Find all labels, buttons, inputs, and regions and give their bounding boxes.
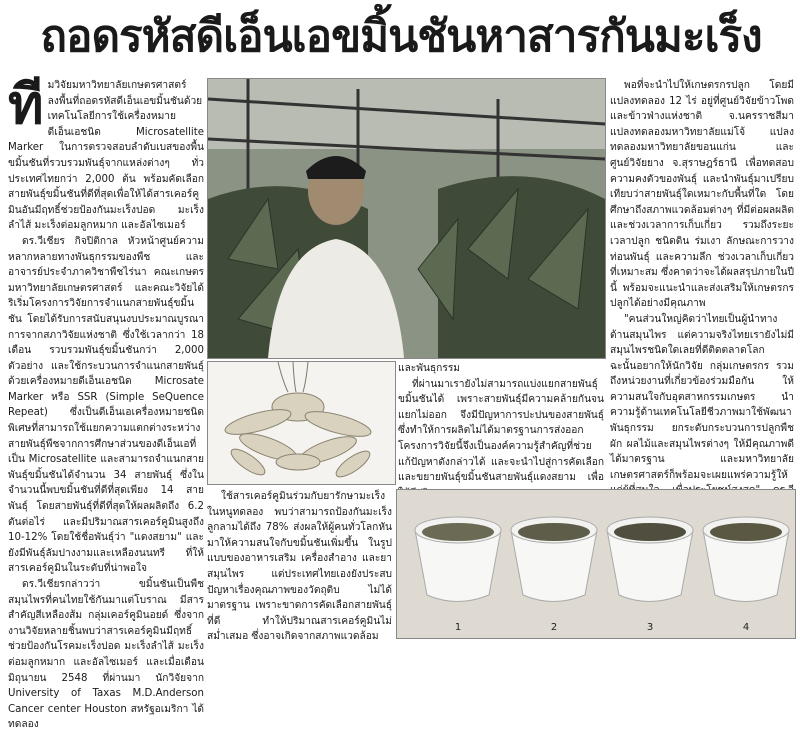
article-column-2-middle [398,361,604,485]
bowl-label: 1 [454,622,462,633]
paragraph: ใช้สารเคอร์คูมินร่วมกับยารักษามะเร็งในหนูทดลอง พบว่าสามารถป้องกันมะเร็งลูกลามได้ถึง 78% ส่งผลให้ผู้คนทั่วโลกหันมาให้ความสนใจกับขมิ้นชันเพิ่มขึ้น ในรูปแบบของอาหารเสริม เครื่องสำอาง และยาสมุนไพร แต่ประเทศไทยเองยังประสบปัญหาเรื่องคุณภาพของวัตถุดิบ ไม่ได้มาตรฐาน เพราะขาดการคัดเลือกสายพันธุ์ที่ดี ทำให้ปริมาณสารเคอร์คูมินไม่สม่ำเสมอ ซึ่งอาจเกิดจากสภาพแวดล้อม [207,491,392,643]
article-column-2-bottom [207,489,392,643]
article-column-1 [8,73,204,731]
bowl-1 [415,517,501,602]
headline: ถอดรหัสดีเอ็นเอขมิ้นชันหาสารกันมะเร็ง [40,11,762,62]
turmeric-powder-bowls-photo [396,489,796,639]
greenhouse-photo [207,78,606,359]
paragraph [8,73,204,234]
paragraph: "คนส่วนใหญ่คิดว่าไทยเป็นผู้นำทางด้านสมุนไพร แต่ความจริงไทยเรายังไม่มีสมุนไพรชนิดใดเลยที่ดีติดตลาดโลก ฉะนั้นอยากให้นักวิจัย กลุ่มเกษตรกร รวมถึงหน่วยงานที่เกี่ยวข้องร่วมมือกัน ให้ความสนใจกับอุตสาหกรรมเกษตร นำความรู้ด้านเทคโนโลยีชีวภาพมาใช้พัฒนาพันธุกรรม ยกระดับกระบวนการปลูกพืช ผัก ผลไม้และสมุนไพรต่างๆ ให้มีคุณภาพดีได้มาตรฐาน และมหาวิทยาลัยเกษตรศาสตร์ก็พร้อมจะเผยแพร่ความรู้ให้ [610,313,794,481]
bowl-label: 3 [646,622,654,633]
bowl-label: 4 [742,622,750,633]
turmeric-roots-photo [207,361,396,485]
drop-cap: ที [8,73,44,136]
paragraph-text: มวิจัยมหาวิทยาลัยเกษตรศาสตร์ลงพื้นที่ถอดรหัสดีเอ็นเอขมิ้นชันด้วยเทคโนโลยีการใช้เครื่องหมายดีเอ็นเอชนิด Microsatellite Marker ในการตรวจสอบลำดับเบสของพื้นขมิ้นชันที่รวบรวมพันธุ์จากแหล่งต่างๆ ทั่วประเทศไทยกว่า 2,000 ต้น พร้อมคัดเลือกสายพันธุ์ขมิ้นชันที่ดีที่สุดเพื่อให้ได้สารเคอร์คูมินอันมีฤทธิ์ช่วยป้องกันมะเร็งปอด มะเร็งลำไส้ มะเร็งต่อมลูกหมาก และอัลไซเมอร์ [8,80,204,232]
bowl-label: 2 [550,622,558,633]
article-column-3 [610,78,794,483]
paragraph: ที่ผ่านมาเรายังไม่สามารถแบ่งแยกสายพันธุ์ขมิ้นชันได้ เพราะสายพันธุ์มีความคล้ายกันจนแยกไม่ออก จึงมีปัญหาการปะปนของสายพันธุ์ ซึ่งทำให้การผลิตไม่ได้มาตรฐานการส่งออก โครงการวิจัยนี้จึงเป็นองค์ความรู้สำคัญที่ช่วยแก้ปัญหาดังกล่าวได้ และจะนำไปสู่การคัดเลือกและขยายพันธุ์ขมิ้นชันสายพันธุ์แดงสยาม เพื่อ [398,378,604,484]
bowl-3 [607,517,693,602]
paragraph: ดร.วีเชียรกล่าวว่า ขมิ้นชันเป็นพืชสมุนไพรที่คนไทยใช้กันมาแต่โบราณ มีสารสำคัญสีเหลืองส้ม กลุ่มเคอร์คูมินอยด์ ซึ่งจากงานวิจัยหลายชิ้นพบว่าสารเคอร์คูมินมีฤทธิ์ช่วยป้องกันโรคมะเร็งปอด มะเร็งลำไส้ มะเร็งต่อมลูกหมาก และอัลไซเมอร์ และเมื่อเดือนมิถุนายน 2548 ที่ผ่านมา นักวิจัยจาก University of Taxas M.D.Anderson Cancer center Houston สหรัฐอเมริกา ได้ทดลอง [8,579,204,731]
paragraph: พอที่จะนำไปให้เกษตรกรปลูก โดยมีแปลงทดลอง 12 ไร่ อยู่ที่ศูนย์วิจัยข้าวโพดและข้าวฟ่างแห่งชาติ จ.นครราชสีมา แปลงทดลองมหาวิทยาลัยแม่โจ้ แปลงทดลองมหาวิทยาลัยขอนแก่น และศูนย์วิจัยยาง จ.สุราษฎร์ธานี เพื่อทดสอบความคงตัวของพันธุ์ และนำพันธุ์มาเปรียบเทียบว่าสายพันธุ์ใดเหมาะกับพื้นที่ใด โดยศึกษาถึงสภาพแวดล้อมต่างๆ ที่มีต่อผลผลิตและช่วงเวลาการเก็บเกี่ยว รวมถึงระยะเวลาปลูก ชนิดดิน ร่มเงา ลักษณะการวางท่อนพันธุ์ และความลึก ช่วงเวลาเก็บเกี่ยวที่เหมาะสม ซึ่งคาดว่าจะได้ผลสรุปภายในปีนี้ พร้อมจะแนะนำและส่งเสริมให้เกษตรกรปลูกได้อย่างมีคุณภาพ [610,80,794,310]
bowl-4 [703,517,789,602]
bowl-2 [511,517,597,602]
paragraph: และพันธุกรรม [398,363,461,374]
paragraph: ดร.วีเชียร กิจปิติกาล หัวหน้าศูนย์ความหลากหลายทางพันธุกรรมของพืช และอาจารย์ประจำภาควิชาพืชไร่นา คณะเกษตร มหาวิทยาลัยเกษตรศาสตร์ และคณะวิจัยได้ริเริ่มโครงการวิจัยการจำแนกสายพันธุ์ขมิ้นชัน โดยได้รับการสนับสนุนงบประมาณบูรณาการจากสภาวิจัยแห่งชาติ ซึ่งใช้เวลากว่า 18 เดือน รวบรวมพันธุ์ขมิ้นชันกว่า 2,000 ตัวอย่าง และใช้กระบวนการจำแนกสายพันธุ์ด้วยเครื่องหมายดีเอ็นเอชนิด Microsate Marker หรือ SSR (Simple SeQuence Repeat) ซึ่งเป็นดีเอ็นเอเครื่องหมายชนิดพิเศษที่สามารถใช้แยกความแตกต่างระหว่างสายพันธุ์พืชจากการศึกษาส่วนของดีเอ็นเอที่เป็น Microsatellite และสามารถจำแนกสายพันธุ์ขมิ้นชันได้จำนวน 34 สายพันธุ์ ซึ่งในจำนวนนี้พบขมิ้นชันที่ดีที่สุดเพียง 14 สายพันธุ์ โดยสายพันธุ์ที่ดีที่สุดให้ผลผลิตถึง 6.2 ตันต่อไร่ และมีปริมาณสารเคอร์คูมินสูงถึง 10-12% โดยใช้ชื่อพันธุ์ว่า "แดงสยาม" และยังมีพันธุ์ลัมปางงามและเหลืองนนทรี ที่ให้สารเคอร์คูมินในระดับที่น่าพอใจ [8,235,204,575]
